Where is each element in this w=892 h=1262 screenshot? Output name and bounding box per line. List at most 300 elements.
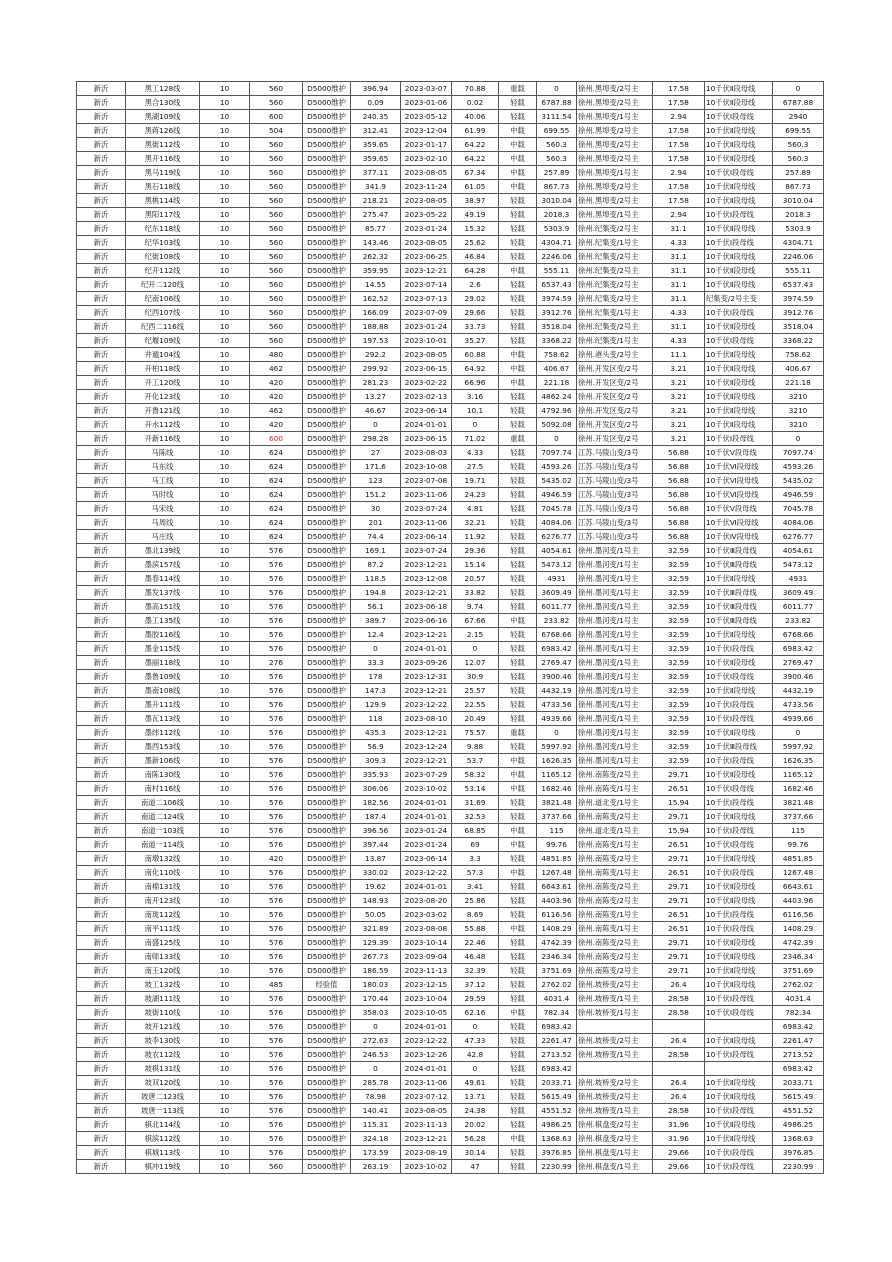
load-rate-cell: 3.16 bbox=[452, 390, 499, 404]
substation-rate-cell: 3.21 bbox=[653, 376, 705, 390]
line-name-cell: 墨升111线 bbox=[126, 698, 200, 712]
district-cell: 新沂 bbox=[77, 530, 126, 544]
voltage-cell: 10 bbox=[200, 320, 250, 334]
table-row bbox=[77, 488, 824, 502]
record-date-cell: 2023-08-05 bbox=[401, 236, 452, 250]
substation-rate-cell: 29.71 bbox=[653, 936, 705, 950]
district-cell: 新沂 bbox=[77, 404, 126, 418]
substation-cell: 徐州.纪集变/1号主 bbox=[577, 334, 653, 348]
current-load-cell: 87.2 bbox=[351, 558, 401, 572]
line-name-cell: 纪开二120线 bbox=[126, 278, 200, 292]
district-cell: 新沂 bbox=[77, 544, 126, 558]
available-capacity-cell: 4304.71 bbox=[537, 236, 577, 250]
load-rate-cell: 40.06 bbox=[452, 110, 499, 124]
load-rate-cell: 9.88 bbox=[452, 740, 499, 754]
source-cell: D5000维护 bbox=[303, 544, 351, 558]
current-load-cell: 358.03 bbox=[351, 1006, 401, 1020]
rated-capacity-cell: 576 bbox=[250, 628, 303, 642]
table-row bbox=[77, 628, 824, 642]
current-load-cell: 169.1 bbox=[351, 544, 401, 558]
load-status-cell: 轻载 bbox=[499, 558, 537, 572]
substation-rate-cell: 32.59 bbox=[653, 600, 705, 614]
line-name-cell: 开柏118线 bbox=[126, 362, 200, 376]
source-cell: D5000维护 bbox=[303, 1006, 351, 1020]
district-cell: 新沂 bbox=[77, 628, 126, 642]
substation-cell: 徐州.棋盘变/1号主 bbox=[577, 1160, 653, 1174]
load-status-cell: 轻载 bbox=[499, 1020, 537, 1034]
available-capacity-cell: 699.55 bbox=[537, 124, 577, 138]
substation-rate-cell: 29.71 bbox=[653, 852, 705, 866]
line-name-cell: 南村116线 bbox=[126, 782, 200, 796]
rated-capacity-cell: 560 bbox=[250, 264, 303, 278]
line-name-cell: 马宋线 bbox=[126, 502, 200, 516]
line-name-cell: 墨鲁109线 bbox=[126, 670, 200, 684]
district-cell: 新沂 bbox=[77, 320, 126, 334]
load-rate-cell: 20.49 bbox=[452, 712, 499, 726]
substation-rate-cell: 26.4 bbox=[653, 1076, 705, 1090]
record-date-cell: 2023-05-12 bbox=[401, 110, 452, 124]
table-row bbox=[77, 614, 824, 628]
voltage-cell: 10 bbox=[200, 712, 250, 726]
substation-rate-cell: 29.66 bbox=[653, 1146, 705, 1160]
rated-capacity-cell: 576 bbox=[250, 1076, 303, 1090]
line-name-cell: 坡唐一113线 bbox=[126, 1104, 200, 1118]
voltage-cell: 10 bbox=[200, 418, 250, 432]
voltage-cell: 10 bbox=[200, 964, 250, 978]
available-capacity-cell: 2018.3 bbox=[537, 208, 577, 222]
load-rate-cell: 19.71 bbox=[452, 474, 499, 488]
source-cell: D5000维护 bbox=[303, 810, 351, 824]
rated-capacity-cell: 560 bbox=[250, 334, 303, 348]
source-cell: D5000维护 bbox=[303, 320, 351, 334]
available-capacity-cell: 4931 bbox=[537, 572, 577, 586]
voltage-cell: 10 bbox=[200, 278, 250, 292]
substation-cell: 徐州.墨河变/1号主 bbox=[577, 628, 653, 642]
district-cell: 新沂 bbox=[77, 292, 126, 306]
load-rate-cell: 47.33 bbox=[452, 1034, 499, 1048]
voltage-cell: 10 bbox=[200, 1090, 250, 1104]
open-capacity-cell: 7097.74 bbox=[773, 446, 824, 460]
open-capacity-cell: 6983.42 bbox=[773, 1062, 824, 1076]
voltage-cell: 10 bbox=[200, 124, 250, 138]
voltage-cell: 10 bbox=[200, 208, 250, 222]
line-name-cell: 开工120线 bbox=[126, 376, 200, 390]
line-name-cell: 纪华103线 bbox=[126, 236, 200, 250]
voltage-cell: 10 bbox=[200, 600, 250, 614]
source-cell: D5000维护 bbox=[303, 278, 351, 292]
available-capacity-cell: 6537.43 bbox=[537, 278, 577, 292]
substation-cell: 徐州.纪集变/2号主 bbox=[577, 222, 653, 236]
record-date-cell: 2023-12-04 bbox=[401, 124, 452, 138]
source-cell: D5000维护 bbox=[303, 516, 351, 530]
substation-rate-cell: 32.59 bbox=[653, 572, 705, 586]
busbar-cell: 10千伏Ⅰ段母线 bbox=[705, 1160, 773, 1174]
source-cell: D5000维护 bbox=[303, 684, 351, 698]
record-date-cell: 2023-06-14 bbox=[401, 852, 452, 866]
busbar-cell: 10千伏Ⅱ段母线 bbox=[705, 418, 773, 432]
table-row bbox=[77, 152, 824, 166]
record-date-cell: 2023-06-18 bbox=[401, 600, 452, 614]
load-status-cell: 轻载 bbox=[499, 306, 537, 320]
load-status-cell: 轻载 bbox=[499, 194, 537, 208]
load-status-cell: 轻载 bbox=[499, 292, 537, 306]
district-cell: 新沂 bbox=[77, 1048, 126, 1062]
substation-cell: 徐州.纪集变/2号主 bbox=[577, 250, 653, 264]
load-status-cell: 轻载 bbox=[499, 250, 537, 264]
substation-cell: 徐州.墨河变/1号主 bbox=[577, 642, 653, 656]
record-date-cell: 2023-02-13 bbox=[401, 390, 452, 404]
available-capacity-cell: 4742.39 bbox=[537, 936, 577, 950]
substation-cell: 江苏.马陵山变/3号 bbox=[577, 516, 653, 530]
busbar-cell: 10千伏Ⅲ段母线 bbox=[705, 600, 773, 614]
open-capacity-cell: 2940 bbox=[773, 110, 824, 124]
busbar-cell: 10千伏Ⅰ段母线 bbox=[705, 670, 773, 684]
record-date-cell: 2023-06-14 bbox=[401, 404, 452, 418]
substation-rate-cell: 15.94 bbox=[653, 796, 705, 810]
load-rate-cell: 2.6 bbox=[452, 278, 499, 292]
substation-cell: 徐州.黑埠变/1号主 bbox=[577, 208, 653, 222]
load-status-cell: 轻载 bbox=[499, 404, 537, 418]
district-cell: 新沂 bbox=[77, 992, 126, 1006]
substation-cell: 徐州.墨河变/1号主 bbox=[577, 656, 653, 670]
substation-rate-cell: 56.88 bbox=[653, 530, 705, 544]
open-capacity-cell: 560.3 bbox=[773, 152, 824, 166]
line-name-cell: 棋北114线 bbox=[126, 1118, 200, 1132]
voltage-cell: 10 bbox=[200, 460, 250, 474]
current-load-cell: 178 bbox=[351, 670, 401, 684]
line-name-cell: 黑马119线 bbox=[126, 166, 200, 180]
available-capacity-cell: 5473.12 bbox=[537, 558, 577, 572]
source-cell: D5000维护 bbox=[303, 446, 351, 460]
load-rate-cell: 4.33 bbox=[452, 446, 499, 460]
load-status-cell: 轻载 bbox=[499, 684, 537, 698]
load-status-cell: 轻载 bbox=[499, 1034, 537, 1048]
load-status-cell: 轻载 bbox=[499, 96, 537, 110]
rated-capacity-cell: 576 bbox=[250, 544, 303, 558]
load-status-cell: 中载 bbox=[499, 348, 537, 362]
available-capacity-cell: 3974.59 bbox=[537, 292, 577, 306]
table-row bbox=[77, 166, 824, 180]
current-load-cell: 263.19 bbox=[351, 1160, 401, 1174]
load-rate-cell: 0 bbox=[452, 642, 499, 656]
rated-capacity-cell: 576 bbox=[250, 810, 303, 824]
substation-rate-cell: 31.96 bbox=[653, 1132, 705, 1146]
current-load-cell: 321.89 bbox=[351, 922, 401, 936]
table-row bbox=[77, 264, 824, 278]
district-cell: 新沂 bbox=[77, 502, 126, 516]
available-capacity-cell: 6983.42 bbox=[537, 1020, 577, 1034]
open-capacity-cell: 3210 bbox=[773, 390, 824, 404]
source-cell: D5000维护 bbox=[303, 180, 351, 194]
voltage-cell: 10 bbox=[200, 656, 250, 670]
record-date-cell: 2023-07-29 bbox=[401, 768, 452, 782]
busbar-cell: 10千伏Ⅰ段母线 bbox=[705, 166, 773, 180]
source-cell: D5000维护 bbox=[303, 824, 351, 838]
line-name-cell: 纪堰109线 bbox=[126, 334, 200, 348]
rated-capacity-cell: 576 bbox=[250, 1034, 303, 1048]
load-status-cell: 中载 bbox=[499, 124, 537, 138]
record-date-cell: 2023-01-24 bbox=[401, 320, 452, 334]
district-cell: 新沂 bbox=[77, 908, 126, 922]
busbar-cell: 10千伏Ⅰ段母线 bbox=[705, 922, 773, 936]
rated-capacity-cell: 576 bbox=[250, 684, 303, 698]
available-capacity-cell: 560.3 bbox=[537, 152, 577, 166]
line-name-cell: 黑合130线 bbox=[126, 96, 200, 110]
available-capacity-cell: 6983.42 bbox=[537, 1062, 577, 1076]
table-row bbox=[77, 1034, 824, 1048]
source-cell: D5000维护 bbox=[303, 1160, 351, 1174]
line-name-cell: 墨西153线 bbox=[126, 740, 200, 754]
load-rate-cell: 0 bbox=[452, 418, 499, 432]
rated-capacity-cell: 276 bbox=[250, 656, 303, 670]
source-cell: D5000维护 bbox=[303, 124, 351, 138]
load-status-cell: 轻载 bbox=[499, 992, 537, 1006]
table-row bbox=[77, 824, 824, 838]
busbar-cell: 10千伏Ⅴ段母线 bbox=[705, 502, 773, 516]
substation-rate-cell: 4.33 bbox=[653, 334, 705, 348]
source-cell: D5000维护 bbox=[303, 586, 351, 600]
table-row bbox=[77, 922, 824, 936]
available-capacity-cell: 2769.47 bbox=[537, 656, 577, 670]
load-status-cell: 轻载 bbox=[499, 390, 537, 404]
busbar-cell: 10千伏Ⅱ段母线 bbox=[705, 348, 773, 362]
busbar-cell: 10千伏Ⅱ段母线 bbox=[705, 1090, 773, 1104]
voltage-cell: 10 bbox=[200, 1034, 250, 1048]
substation-rate-cell: 29.66 bbox=[653, 1160, 705, 1174]
rated-capacity-cell: 560 bbox=[250, 278, 303, 292]
current-load-cell: 0 bbox=[351, 418, 401, 432]
line-name-cell: 黑石118线 bbox=[126, 180, 200, 194]
source-cell: D5000维护 bbox=[303, 334, 351, 348]
load-status-cell: 轻载 bbox=[499, 810, 537, 824]
busbar-cell: 10千伏Ⅴ段母线 bbox=[705, 446, 773, 460]
line-name-cell: 纪西107线 bbox=[126, 306, 200, 320]
source-cell: D5000维护 bbox=[303, 390, 351, 404]
busbar-cell: 10千伏Ⅰ段母线 bbox=[705, 110, 773, 124]
rated-capacity-cell: 576 bbox=[250, 726, 303, 740]
table-row bbox=[77, 110, 824, 124]
current-load-cell: 285.78 bbox=[351, 1076, 401, 1090]
open-capacity-cell: 4946.59 bbox=[773, 488, 824, 502]
busbar-cell: 10千伏Ⅲ段母线 bbox=[705, 544, 773, 558]
load-status-cell: 轻载 bbox=[499, 488, 537, 502]
line-name-cell: 南王120线 bbox=[126, 964, 200, 978]
load-rate-cell: 66.96 bbox=[452, 376, 499, 390]
substation-rate-cell: 32.59 bbox=[653, 614, 705, 628]
open-capacity-cell: 3518.04 bbox=[773, 320, 824, 334]
available-capacity-cell: 3111.54 bbox=[537, 110, 577, 124]
busbar-cell: 10千伏Ⅰ段母线 bbox=[705, 432, 773, 446]
current-load-cell: 330.02 bbox=[351, 866, 401, 880]
line-name-cell: 墨高151线 bbox=[126, 600, 200, 614]
voltage-cell: 10 bbox=[200, 222, 250, 236]
available-capacity-cell: 0 bbox=[537, 726, 577, 740]
available-capacity-cell: 3609.49 bbox=[537, 586, 577, 600]
substation-rate-cell: 32.59 bbox=[653, 628, 705, 642]
substation-cell: 徐州.墨河变/1号主 bbox=[577, 614, 653, 628]
load-status-cell: 中载 bbox=[499, 922, 537, 936]
substation-cell: 徐州.墨河变/1号主 bbox=[577, 544, 653, 558]
load-status-cell: 中载 bbox=[499, 180, 537, 194]
rated-capacity-cell: 576 bbox=[250, 1020, 303, 1034]
source-cell: D5000维护 bbox=[303, 502, 351, 516]
source-cell: D5000维护 bbox=[303, 362, 351, 376]
record-date-cell: 2023-10-14 bbox=[401, 936, 452, 950]
voltage-cell: 10 bbox=[200, 488, 250, 502]
available-capacity-cell: 3976.85 bbox=[537, 1146, 577, 1160]
source-cell: D5000维护 bbox=[303, 1146, 351, 1160]
district-cell: 新沂 bbox=[77, 1076, 126, 1090]
line-name-cell: 墨纬112线 bbox=[126, 726, 200, 740]
source-cell: D5000维护 bbox=[303, 1048, 351, 1062]
rated-capacity-cell: 576 bbox=[250, 1104, 303, 1118]
open-capacity-cell: 1165.12 bbox=[773, 768, 824, 782]
rated-capacity-cell: 560 bbox=[250, 166, 303, 180]
current-load-cell: 33.3 bbox=[351, 656, 401, 670]
current-load-cell: 197.53 bbox=[351, 334, 401, 348]
load-status-cell: 轻载 bbox=[499, 1118, 537, 1132]
district-cell: 新沂 bbox=[77, 1006, 126, 1020]
rated-capacity-cell: 600 bbox=[250, 110, 303, 124]
available-capacity-cell: 4551.52 bbox=[537, 1104, 577, 1118]
voltage-cell: 10 bbox=[200, 726, 250, 740]
substation-cell: 徐州.纪集变/1号主 bbox=[577, 236, 653, 250]
busbar-cell: 10千伏Ⅰ段母线 bbox=[705, 838, 773, 852]
voltage-cell: 10 bbox=[200, 166, 250, 180]
rated-capacity-cell: 624 bbox=[250, 488, 303, 502]
table-row bbox=[77, 558, 824, 572]
current-load-cell: 324.18 bbox=[351, 1132, 401, 1146]
load-status-cell: 轻载 bbox=[499, 1048, 537, 1062]
voltage-cell: 10 bbox=[200, 670, 250, 684]
substation-cell: 徐州.港头变/2号主 bbox=[577, 348, 653, 362]
record-date-cell: 2023-02-10 bbox=[401, 152, 452, 166]
table-row bbox=[77, 180, 824, 194]
substation-cell: 徐州.黑埠变/1号主 bbox=[577, 110, 653, 124]
line-name-cell: 纪开112线 bbox=[126, 264, 200, 278]
line-name-cell: 坡开121线 bbox=[126, 1020, 200, 1034]
load-status-cell: 轻载 bbox=[499, 222, 537, 236]
busbar-cell: 10千伏Ⅱ段母线 bbox=[705, 278, 773, 292]
substation-rate-cell: 32.59 bbox=[653, 670, 705, 684]
voltage-cell: 10 bbox=[200, 838, 250, 852]
table-row bbox=[77, 586, 824, 600]
current-load-cell: 359.95 bbox=[351, 264, 401, 278]
substation-cell: 徐州.纪集变/2号主 bbox=[577, 264, 653, 278]
open-capacity-cell: 221.18 bbox=[773, 376, 824, 390]
load-rate-cell: 55.88 bbox=[452, 922, 499, 936]
rated-capacity-cell: 560 bbox=[250, 306, 303, 320]
voltage-cell: 10 bbox=[200, 110, 250, 124]
table-row bbox=[77, 376, 824, 390]
substation-rate-cell: 26.51 bbox=[653, 782, 705, 796]
substation-cell: 徐州.坡桥变/2号主 bbox=[577, 978, 653, 992]
available-capacity-cell: 2261.47 bbox=[537, 1034, 577, 1048]
load-rate-cell: 71.02 bbox=[452, 432, 499, 446]
load-rate-cell: 2.15 bbox=[452, 628, 499, 642]
line-name-cell: 南开123线 bbox=[126, 894, 200, 908]
substation-rate-cell: 31.1 bbox=[653, 320, 705, 334]
load-rate-cell: 24.38 bbox=[452, 1104, 499, 1118]
table-row bbox=[77, 278, 824, 292]
current-load-cell: 0.09 bbox=[351, 96, 401, 110]
current-load-cell: 115.31 bbox=[351, 1118, 401, 1132]
substation-cell: 徐州.坡桥变/2号主 bbox=[577, 1090, 653, 1104]
busbar-cell: 10千伏Ⅱ段母线 bbox=[705, 572, 773, 586]
current-load-cell: 298.28 bbox=[351, 432, 401, 446]
load-status-cell: 轻载 bbox=[499, 894, 537, 908]
available-capacity-cell: 1626.35 bbox=[537, 754, 577, 768]
record-date-cell: 2023-07-12 bbox=[401, 1090, 452, 1104]
current-load-cell: 397.44 bbox=[351, 838, 401, 852]
load-rate-cell: 25.62 bbox=[452, 236, 499, 250]
district-cell: 新沂 bbox=[77, 1020, 126, 1034]
load-rate-cell: 61.05 bbox=[452, 180, 499, 194]
load-rate-cell: 67.34 bbox=[452, 166, 499, 180]
substation-rate-cell: 28.58 bbox=[653, 1104, 705, 1118]
substation-cell: 徐州.墨河变/1号主 bbox=[577, 712, 653, 726]
record-date-cell: 2023-12-26 bbox=[401, 1048, 452, 1062]
current-load-cell: 396.94 bbox=[351, 82, 401, 96]
open-capacity-cell: 5997.92 bbox=[773, 740, 824, 754]
current-load-cell: 30 bbox=[351, 502, 401, 516]
substation-rate-cell: 2.94 bbox=[653, 208, 705, 222]
load-status-cell: 轻载 bbox=[499, 446, 537, 460]
record-date-cell: 2023-12-22 bbox=[401, 1034, 452, 1048]
table-row bbox=[77, 768, 824, 782]
substation-rate-cell: 32.59 bbox=[653, 712, 705, 726]
busbar-cell: 10千伏Ⅱ段母线 bbox=[705, 978, 773, 992]
busbar-cell: 10千伏Ⅱ段母线 bbox=[705, 376, 773, 390]
district-cell: 新沂 bbox=[77, 362, 126, 376]
record-date-cell: 2024-01-01 bbox=[401, 1062, 452, 1076]
substation-rate-cell: 32.59 bbox=[653, 740, 705, 754]
source-cell: D5000维护 bbox=[303, 1020, 351, 1034]
rated-capacity-cell: 560 bbox=[250, 82, 303, 96]
substation-rate-cell bbox=[653, 1020, 705, 1034]
substation-cell: 徐州.南陈变/2号主 bbox=[577, 936, 653, 950]
substation-cell: 徐州.南陈变/2号主 bbox=[577, 894, 653, 908]
source-cell: D5000维护 bbox=[303, 838, 351, 852]
voltage-cell: 10 bbox=[200, 1006, 250, 1020]
rated-capacity-cell: 576 bbox=[250, 1146, 303, 1160]
line-name-cell: 南墩132线 bbox=[126, 852, 200, 866]
available-capacity-cell: 3900.46 bbox=[537, 670, 577, 684]
record-date-cell: 2023-06-15 bbox=[401, 362, 452, 376]
voltage-cell: 10 bbox=[200, 250, 250, 264]
open-capacity-cell: 2346.34 bbox=[773, 950, 824, 964]
load-rate-cell: 64.28 bbox=[452, 264, 499, 278]
load-rate-cell: 64.22 bbox=[452, 152, 499, 166]
voltage-cell: 10 bbox=[200, 1132, 250, 1146]
load-status-cell: 轻载 bbox=[499, 628, 537, 642]
district-cell: 新沂 bbox=[77, 1034, 126, 1048]
substation-cell: 徐州.南陈变/1号主 bbox=[577, 922, 653, 936]
load-status-cell: 轻载 bbox=[499, 698, 537, 712]
rated-capacity-cell: 576 bbox=[250, 908, 303, 922]
line-name-cell: 南道二124线 bbox=[126, 810, 200, 824]
table-row bbox=[77, 474, 824, 488]
substation-cell: 徐州.坡桥变/2号主 bbox=[577, 1076, 653, 1090]
current-load-cell: 50.05 bbox=[351, 908, 401, 922]
current-load-cell: 188.88 bbox=[351, 320, 401, 334]
substation-rate-cell: 32.59 bbox=[653, 698, 705, 712]
load-rate-cell: 32.21 bbox=[452, 516, 499, 530]
load-status-cell: 轻载 bbox=[499, 110, 537, 124]
load-rate-cell: 20.57 bbox=[452, 572, 499, 586]
open-capacity-cell: 4986.25 bbox=[773, 1118, 824, 1132]
load-status-cell: 中载 bbox=[499, 138, 537, 152]
